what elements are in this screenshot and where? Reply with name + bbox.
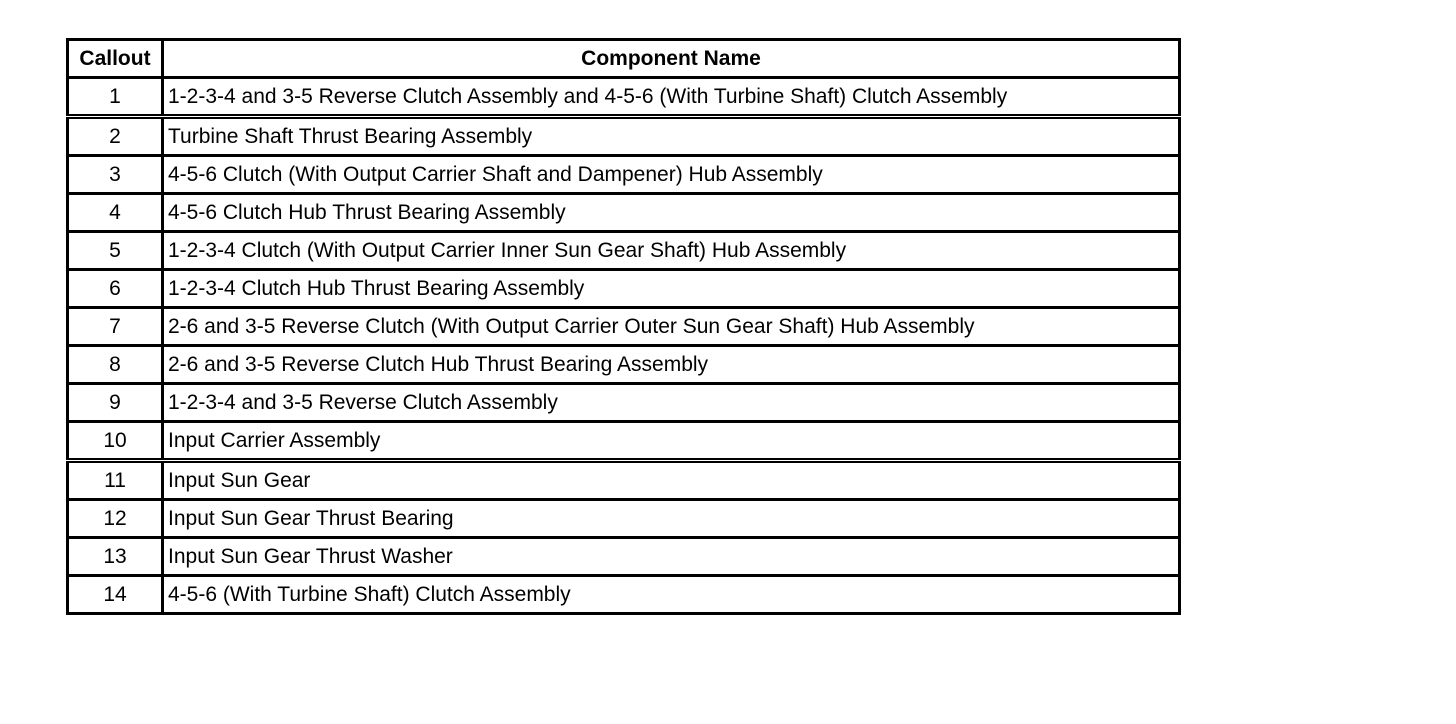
row-callout: 7 (68, 308, 163, 346)
table-row (68, 346, 1180, 384)
parts-table (66, 38, 1181, 615)
table-row (68, 461, 1180, 500)
row-component-name: Input Carrier Assembly (163, 422, 1180, 461)
row-component-name: 1-2-3-4 Clutch Hub Thrust Bearing Assembly (163, 270, 1180, 308)
table-header-row (68, 40, 1180, 78)
table-row (68, 422, 1180, 461)
row-component-name: Input Sun Gear Thrust Washer (163, 538, 1180, 576)
row-component-name: Input Sun Gear (163, 461, 1180, 500)
table-row (68, 117, 1180, 156)
table-row (68, 194, 1180, 232)
row-callout: 9 (68, 384, 163, 422)
table-row (68, 384, 1180, 422)
row-callout: 3 (68, 156, 163, 194)
row-callout: 4 (68, 194, 163, 232)
row-component-name: 2-6 and 3-5 Reverse Clutch (With Output Carrier Outer Sun Gear Shaft) Hub Assembly (163, 308, 1180, 346)
row-callout: 2 (68, 117, 163, 156)
row-callout: 11 (68, 461, 163, 500)
row-component-name: 1-2-3-4 Clutch (With Output Carrier Inner Sun Gear Shaft) Hub Assembly (163, 232, 1180, 270)
row-component-name: Input Sun Gear Thrust Bearing (163, 500, 1180, 538)
row-callout: 1 (68, 78, 163, 117)
row-component-name: 4-5-6 Clutch Hub Thrust Bearing Assembly (163, 194, 1180, 232)
row-callout: 6 (68, 270, 163, 308)
table-row (68, 270, 1180, 308)
table-row (68, 232, 1180, 270)
table-row (68, 78, 1180, 117)
row-callout: 13 (68, 538, 163, 576)
row-component-name: 4-5-6 Clutch (With Output Carrier Shaft and Dampener) Hub Assembly (163, 156, 1180, 194)
table-row (68, 308, 1180, 346)
row-component-name: 4-5-6 (With Turbine Shaft) Clutch Assembly (163, 576, 1180, 614)
row-callout: 12 (68, 500, 163, 538)
table-row (68, 538, 1180, 576)
table-row (68, 156, 1180, 194)
row-component-name: 1-2-3-4 and 3-5 Reverse Clutch Assembly and 4-5-6 (With Turbine Shaft) Clutch Assembly (163, 78, 1180, 117)
table-row (68, 500, 1180, 538)
row-callout: 14 (68, 576, 163, 614)
header-callout: Callout (68, 40, 163, 78)
row-component-name: 2-6 and 3-5 Reverse Clutch Hub Thrust Bearing Assembly (163, 346, 1180, 384)
row-callout: 10 (68, 422, 163, 461)
table-row (68, 576, 1180, 614)
row-component-name: Turbine Shaft Thrust Bearing Assembly (163, 117, 1180, 156)
row-component-name: 1-2-3-4 and 3-5 Reverse Clutch Assembly (163, 384, 1180, 422)
row-callout: 5 (68, 232, 163, 270)
row-callout: 8 (68, 346, 163, 384)
header-component-name: Component Name (163, 40, 1180, 78)
